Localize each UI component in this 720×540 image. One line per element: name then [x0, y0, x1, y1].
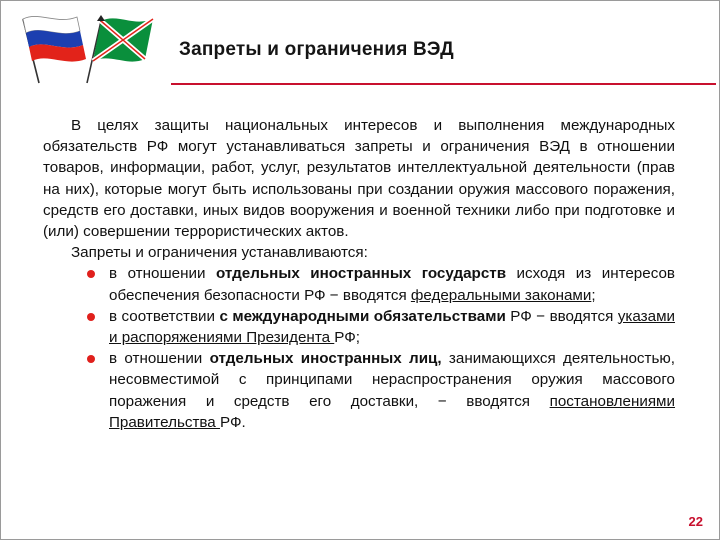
- bullet-text-strong: с международными обязательствами: [219, 307, 506, 325]
- header-divider: [171, 83, 716, 85]
- bullet-text-post: РФ;: [334, 329, 361, 347]
- slide-body: [43, 115, 675, 433]
- bullet-text-mid: исходя из интересов обеспечения безопасности РФ − вводятся: [109, 265, 675, 304]
- russian-flag-icon: [23, 16, 86, 83]
- page-title: Запреты и ограничения ВЭД: [179, 39, 454, 60]
- bullet-text-post: ;: [591, 286, 596, 304]
- bullet-text-post: РФ.: [219, 413, 246, 431]
- bullet-icon: [87, 270, 95, 278]
- customs-flag-icon: [87, 15, 153, 83]
- page-number: 22: [688, 514, 703, 529]
- list-item: [109, 306, 675, 348]
- intro-paragraph: В целях защиты национальных интересов и выполнения международных обязательств РФ могут устанавливаться запреты и ограничения ВЭД в отношении товаров, информации, работ, услуг, результатов интеллектуальной деятельности (прав на них), которые могут быть использованы при создании оружия массового поражения, средств его доставки, иных видов вооружения и военной техники либо при подготовке и (или) совершении террористических актов.: [43, 117, 675, 241]
- bullet-icon: [87, 313, 95, 321]
- bullet-text-strong: отдельных иностранных лиц,: [209, 350, 442, 368]
- bullet-text-underlined: федеральными законами: [410, 286, 592, 304]
- list-item: [109, 263, 675, 305]
- bullet-icon: [87, 355, 95, 363]
- bullet-text-strong: отдельных иностранных государств: [215, 265, 507, 283]
- restrictions-list: [43, 263, 675, 433]
- flags-logo: [9, 13, 159, 85]
- bullet-text-pre: в отношении: [109, 265, 216, 283]
- list-item: [109, 348, 675, 433]
- bullet-text-underlined: указами и распоряжениями Президента: [109, 307, 675, 347]
- bullet-text-mid: занимающихся деятельностью, несовместимой с принципами нераспространения оружия массового поражения и средств его доставки, − вводятся: [109, 350, 675, 410]
- bullet-text-underlined: постановлениями Правительства: [109, 392, 675, 431]
- bullet-text-pre: в отношении: [109, 350, 210, 368]
- list-intro: Запреты и ограничения устанавливаются:: [71, 244, 368, 262]
- bullet-text-mid: РФ − вводятся: [505, 307, 618, 325]
- bullet-text-pre: в соответствии: [109, 307, 220, 325]
